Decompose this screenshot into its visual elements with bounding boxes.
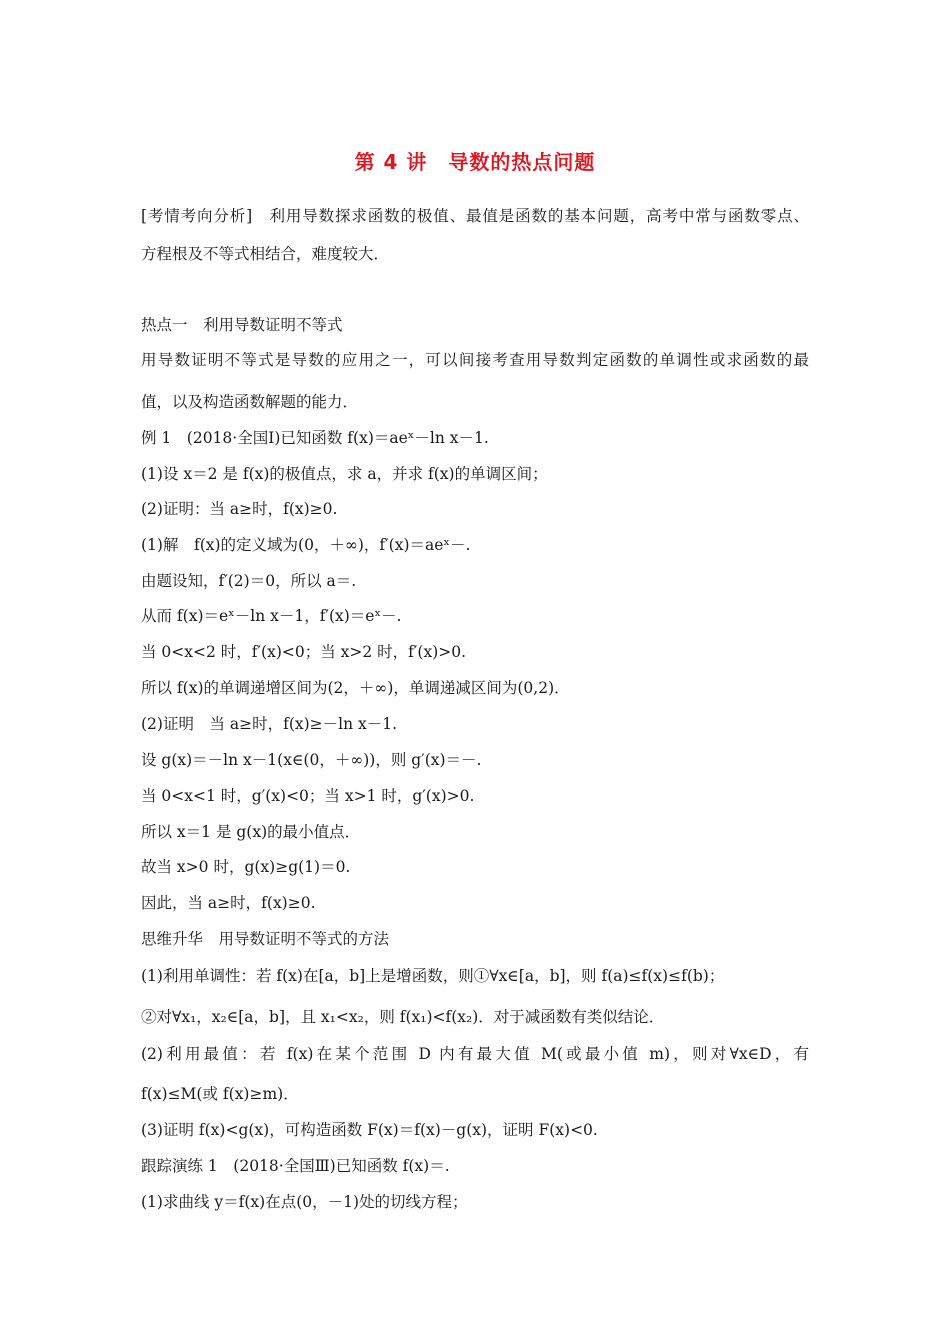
practice-statement: 跟踪演练 1 (2018·全国Ⅲ)已知函数 f(x)＝. — [141, 1157, 450, 1175]
proof-line-1: (2)证明 当 a≥时，f(x)≥－ln x－1. — [141, 715, 398, 733]
example-statement: 例 1 (2018·全国Ⅰ)已知函数 f(x)＝aeˣ－ln x－1. — [141, 429, 489, 447]
intro-line-1: [考情考向分析] 利用导数探求函数的极值、最值是函数的基本问题，高考中常与函数零点、 — [141, 207, 809, 225]
lecture-title: 第 4 讲 导数的热点问题 — [354, 150, 596, 174]
proof-line-5: 故当 x>0 时，g(x)≥g(1)＝0. — [141, 858, 351, 876]
intro-line-2: 方程根及不等式相结合，难度较大． — [141, 245, 390, 263]
section-text-1: 用导数证明不等式是导数的应用之一，可以间接考查用导数判定函数的单调性或求函数的最 — [141, 351, 809, 369]
summary-heading: 思维升华 用导数证明不等式的方法 — [141, 930, 390, 948]
section-text-2: 值，以及构造函数解题的能力． — [141, 393, 359, 411]
example-question-1: (1)设 x＝2 是 f(x)的极值点，求 a，并求 f(x)的单调区间； — [141, 465, 548, 483]
proof-line-6: 因此，当 a≥时，f(x)≥0. — [141, 894, 316, 912]
summary-item-3: (3)证明 f(x)<g(x)，可构造函数 F(x)＝f(x)－g(x)，证明 F(x)<0. — [141, 1121, 598, 1139]
summary-item-2-cont: f(x)≤M(或 f(x)≥m)． — [141, 1085, 299, 1103]
summary-item-1-cont: ②对∀x₁，x₂∈[a，b]，且 x₁<x₂，则 f(x₁)<f(x₂)．对于减函数有类似结论． — [141, 1008, 665, 1026]
solution-line-5: 所以 f(x)的单调递增区间为(2，＋∞)，单调递减区间为(0,2)． — [141, 679, 570, 697]
solution-line-2: 由题设知，f′(2)＝0，所以 a＝. — [141, 572, 357, 590]
summary-item-1: (1)利用单调性：若 f(x)在[a，b]上是增函数，则①∀x∈[a，b]，则 f(a)≤f(x)≤f(b)； — [141, 967, 725, 985]
solution-line-3: 从而 f(x)＝eˣ－ln x－1，f′(x)＝eˣ－. — [141, 607, 402, 625]
practice-question-1: (1)求曲线 y＝f(x)在点(0，－1)处的切线方程； — [141, 1193, 468, 1211]
solution-line-1: (1)解 f(x)的定义域为(0，＋∞)，f′(x)＝aeˣ－. — [141, 536, 471, 554]
proof-line-2: 设 g(x)＝－ln x－1(x∈(0，＋∞))，则 g′(x)＝－. — [141, 751, 482, 769]
section-heading: 热点一 利用导数证明不等式 — [141, 316, 343, 334]
proof-line-3: 当 0<x<1 时，g′(x)<0；当 x>1 时，g′(x)>0. — [141, 787, 475, 805]
summary-item-2: (2)利用最值：若 f(x)在某个范围 D 内有最大值 M(或最小值 m)，则对∀x∈D，有 — [141, 1045, 809, 1063]
example-question-2: (2)证明：当 a≥时，f(x)≥0. — [141, 500, 338, 518]
solution-line-4: 当 0<x<2 时，f′(x)<0；当 x>2 时，f′(x)>0. — [141, 643, 467, 661]
proof-line-4: 所以 x＝1 是 g(x)的最小值点． — [141, 823, 361, 841]
